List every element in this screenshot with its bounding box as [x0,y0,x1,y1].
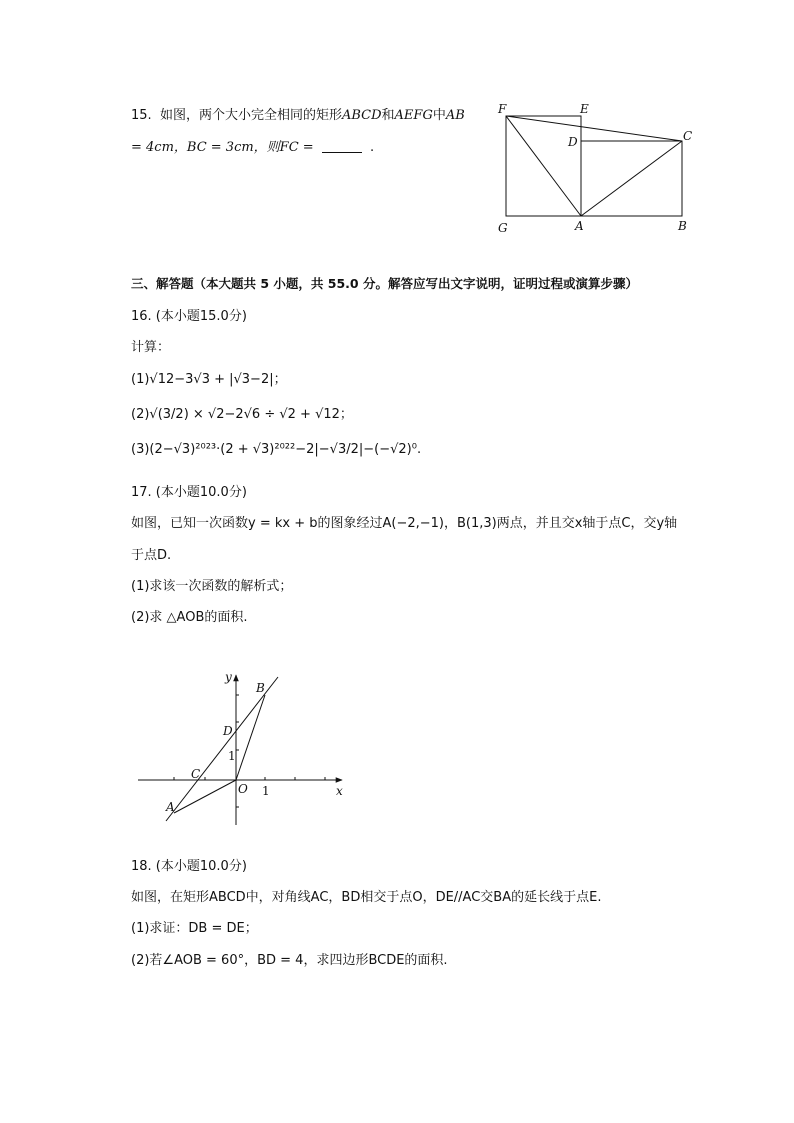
label-a: A [166,800,175,814]
label-x-one: 1 [262,784,270,798]
label-b: B [678,219,687,233]
q15-rect2: AEFG [394,108,433,123]
q15-in: 中 [432,108,446,123]
q15-text-a: 如图，两个大小完全相同的矩形 [159,108,342,123]
label-c: C [191,767,201,781]
q17-title: 17. (本小题10.0分) [131,485,247,500]
label-x: x [336,784,343,798]
segment-fc [506,116,682,141]
q16-part3: (3)(2−√3)²⁰²³·(2 + √3)²⁰²²−2|−√3/2|−(−√2)⁰. [131,442,422,457]
q15-line2 [131,136,374,155]
label-e: E [580,102,589,116]
label-y: y [225,670,232,684]
figure-q15-rectangles [494,100,704,240]
label-d: D [568,135,578,149]
section-heading: 三、解答题（本大题共 5 小题，共 55.0 分。解答应写出文字说明，证明过程或演算步骤） [131,276,638,291]
segment-ob [236,695,265,780]
q18-part2: (2)若∠AOB = 60°，BD = 4，求四边形BCDE的面积. [131,953,448,968]
segment-fa [506,116,581,216]
segment-ao [174,780,236,813]
label-a: A [575,219,584,233]
label-o: O [238,782,248,796]
q18-title: 18. (本小题10.0分) [131,859,247,874]
q15-and: 和 [381,108,395,123]
q15-rect1: ABCD [341,108,382,123]
q18-line1: 如图，在矩形ABCD中，对角线AC，BD相交于点O，DE//AC交BA的延长线于点E. [131,890,602,905]
q16-part2: (2)√(3/2) × √2−2√6 ÷ √2 + √12； [131,407,353,422]
q15-answer-blank[interactable] [322,140,362,153]
q15-line1 [131,104,465,123]
label-y-one: 1 [228,749,236,763]
label-f: F [498,102,507,116]
line-ab [166,677,278,821]
figure-q17-graph [130,665,360,835]
q15-ab: AB [445,108,465,123]
q16-title: 16. (本小题15.0分) [131,309,247,324]
segment-ac [581,141,682,216]
label-g: G [498,221,508,235]
q15-number: 15. [131,108,152,123]
q17-part1: (1)求该一次函数的解析式； [131,579,293,594]
q16-intro: 计算： [131,340,171,355]
label-b: B [256,681,265,695]
q17-part2: (2)求 △AOB的面积. [131,610,248,625]
q17-line1: 如图，已知一次函数y = kx + b的图象经过A(−2,−1)，B(1,3)两点，并且交x轴于点C，交y轴 [131,516,678,531]
q17-line2: 于点D. [131,548,172,563]
q16-part1: (1)√12−3√3 + |√3−2|； [131,372,287,387]
q15-given: = 4cm，BC = 3cm，则FC = [131,140,314,155]
q18-part1: (1)求证：DB = DE； [131,921,258,936]
label-d: D [223,724,233,738]
q15-period: . [369,140,375,155]
label-c: C [683,129,693,143]
